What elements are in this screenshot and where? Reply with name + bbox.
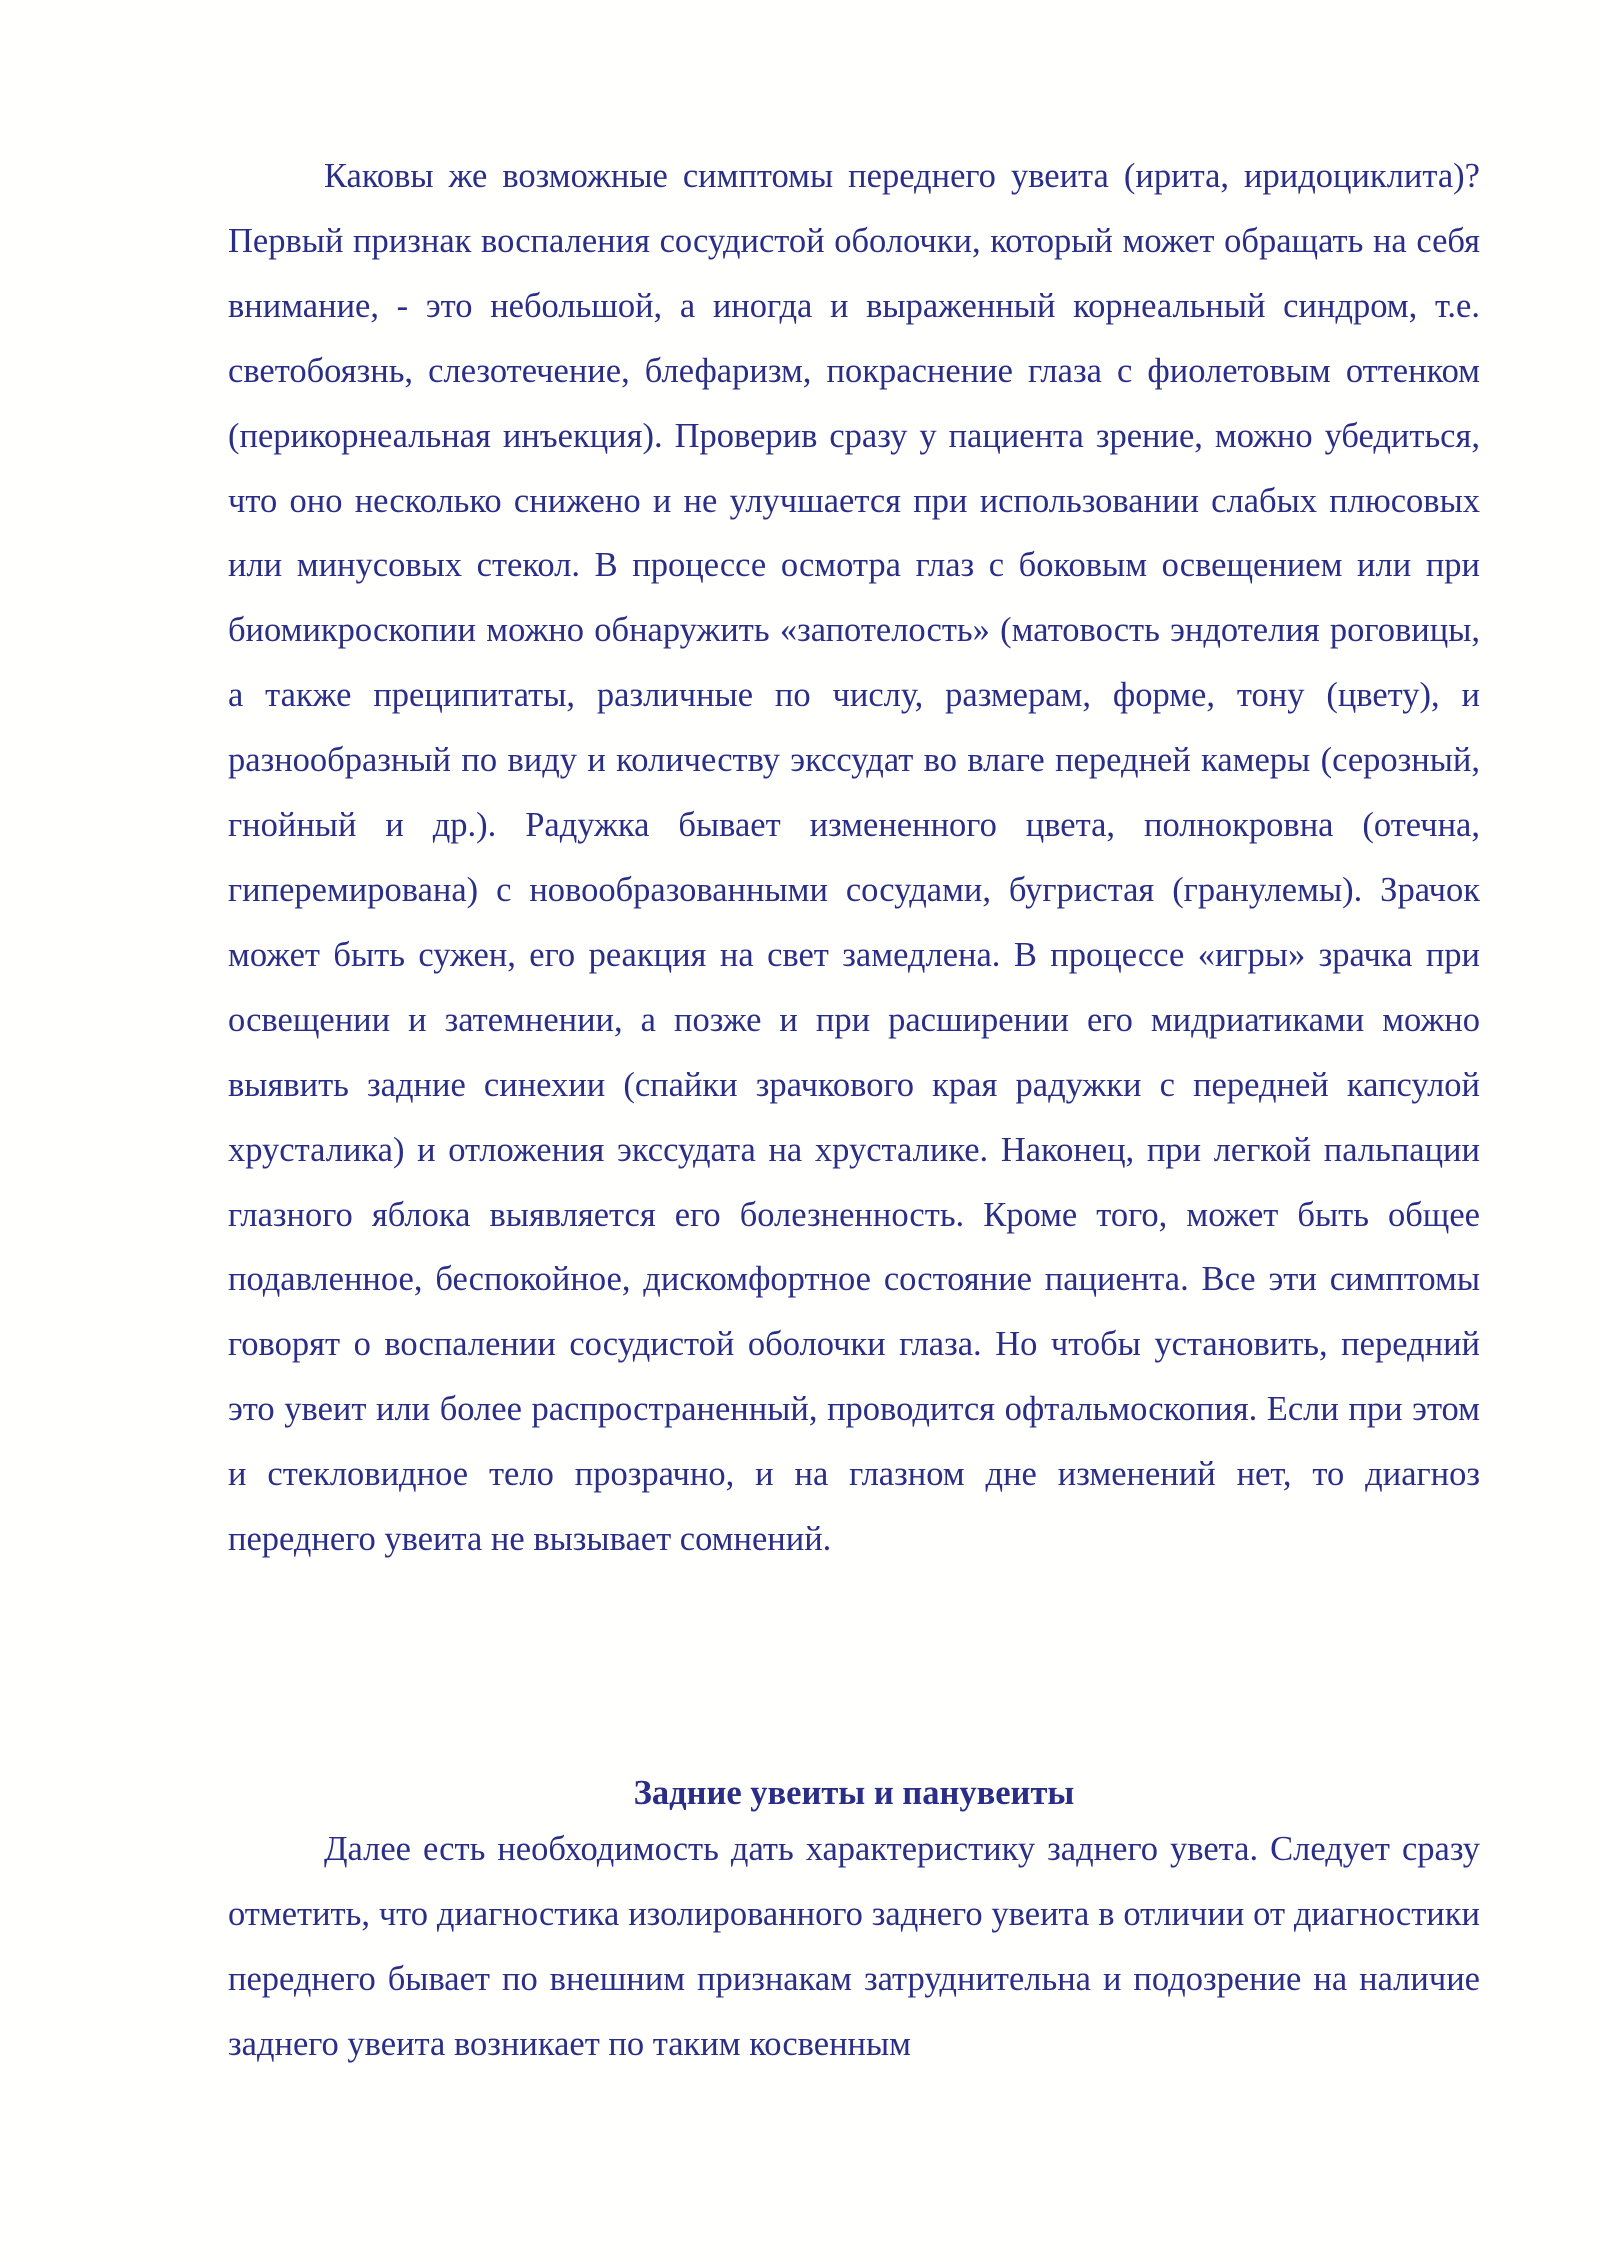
body-text-top	[228, 144, 1480, 1572]
paragraph-posterior-uveitis: Далее есть необходимость дать характеристику заднего увета. Следует сразу отметить, что диагностика изолированного заднего увеита в отличии от диагностики переднего бывает по внешним признакам затруднительна и подозрение на наличие заднего увеита возникает по таким косвенным	[228, 1830, 1480, 2063]
section-heading: Задние увеиты и панувеиты	[633, 1774, 1075, 1812]
body-text-bottom	[228, 1817, 1480, 2077]
paragraph-anterior-uveitis: Каковы же возможные симптомы переднего увеита (ирита, иридоциклита)? Первый признак воспаления сосудистой оболочки, который может обращать на себя внимание, - это небольшой, а иногда и выраженный корнеальный синдром, т.е. светобоязнь, слезотечение, блефаризм, покраснение глаза с фиолетовым оттенком (перикорнеальная инъекция). Проверив сразу у пациента зрение, можно убедиться, что оно несколько снижено и не улучшается при использовании слабых плюсовых или минусовых стекол. В процессе осмотра глаз с боковым освещением или при биомикроскопии можно обнаружить «запотелость» (матовость эндотелия роговицы, а также преципитаты, различные по числу, размерам, форме, тону (цвету), и разнообразный по виду и количеству экссудат во влаге передней камеры (серозный, гнойный и др.). Радужка бывает измененного цвета, полнокровна (отечна, гиперемирована) с новообразованными сосудами, бугристая (гранулемы). Зрачок может быть сужен, его реакция на свет замедлена. В процессе «игры» зрачка при освещении и затемнении, а позже и при расширении его мидриатиками можно выявить задние синехии (спайки зрачкового края радужки с передней капсулой хрусталика) и отложения экссудата на хрусталике. Наконец, при легкой пальпации глазного яблока выявляется его болезненность. Кроме того, может быть общее подавленное, беспокойное, дискомфортное состояние пациента. Все эти симптомы говорят о воспалении сосудистой оболочки глаза. Но чтобы установить, передний это увеит или более распространенный, проводится офтальмоскопия. Если при этом и стекловидное тело прозрачно, и на глазном дне изменений нет, то диагноз переднего увеита не вызывает сомнений.	[228, 157, 1480, 1559]
